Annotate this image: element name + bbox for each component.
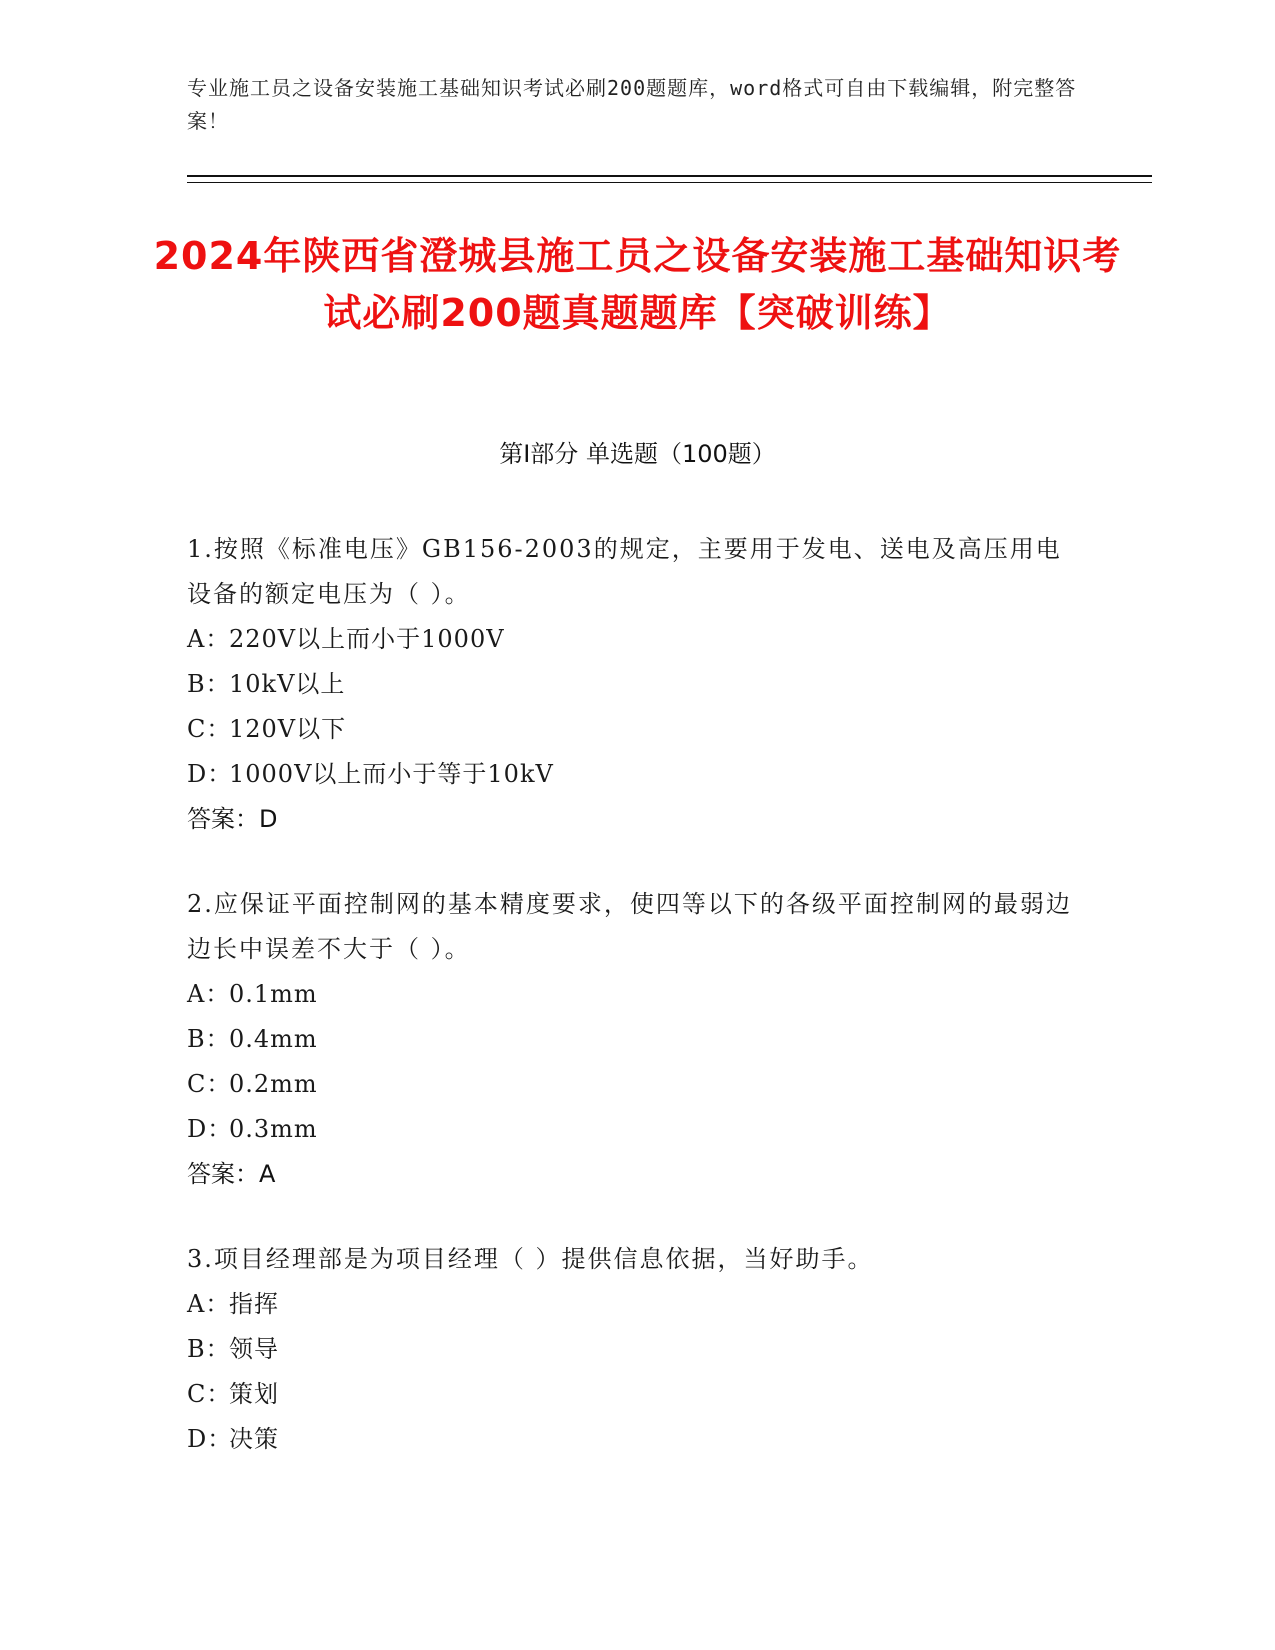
option-text: 1000V以上而小于等于10kV <box>229 760 554 788</box>
question-3 <box>187 1237 1087 1462</box>
option-text: 0.2mm <box>229 1070 318 1098</box>
option-text: 10kV以上 <box>229 670 346 698</box>
option-key: B： <box>187 1335 231 1363</box>
section-title: 第I部分 单选题（100题） <box>499 440 776 468</box>
header-note: 专业施工员之设备安装施工基础知识考试必刷200题题库，word格式可自由下载编辑，附完整答案！ <box>187 76 1077 133</box>
option-c <box>187 1062 1087 1107</box>
question-stem: 3.项目经理部是为项目经理（ ）提供信息依据，当好助手。 <box>187 1245 874 1273</box>
option-key: B： <box>187 1025 231 1053</box>
option-key: A： <box>187 980 231 1008</box>
answer: 答案：A <box>187 1160 276 1188</box>
option-text: 220V以上而小于1000V <box>229 625 505 653</box>
option-a <box>187 972 1087 1017</box>
option-c <box>187 1372 1087 1417</box>
option-key: B： <box>187 670 231 698</box>
option-b <box>187 662 1087 707</box>
option-key: C： <box>187 715 232 743</box>
question-stem: 1.按照《标准电压》GB156-2003的规定，主要用于发电、送电及高压用电设备的额定电压为（ ）。 <box>187 535 1062 608</box>
document-title: 2024年陕西省澄城县施工员之设备安装施工基础知识考试必刷200题真题题库【突破训练】 <box>153 234 1122 335</box>
option-text: 0.4mm <box>229 1025 318 1053</box>
option-d <box>187 1417 1087 1462</box>
header-rule-thick <box>187 175 1152 177</box>
option-d <box>187 1107 1087 1152</box>
option-b <box>187 1017 1087 1062</box>
option-text: 领导 <box>229 1335 279 1363</box>
option-b <box>187 1327 1087 1372</box>
option-key: A： <box>187 1290 231 1318</box>
option-a <box>187 617 1087 662</box>
option-c <box>187 707 1087 752</box>
question-2 <box>187 882 1087 1197</box>
option-key: D： <box>187 1425 233 1453</box>
option-d <box>187 752 1087 797</box>
question-1 <box>187 527 1087 842</box>
option-a <box>187 1282 1087 1327</box>
option-key: D： <box>187 760 233 788</box>
option-text: 0.1mm <box>229 980 318 1008</box>
option-key: C： <box>187 1070 232 1098</box>
option-text: 0.3mm <box>229 1115 318 1143</box>
option-text: 120V以下 <box>229 715 347 743</box>
answer: 答案：D <box>187 805 278 833</box>
option-text: 指挥 <box>229 1290 279 1318</box>
question-list <box>187 527 1087 1502</box>
option-key: C： <box>187 1380 232 1408</box>
question-stem: 2.应保证平面控制网的基本精度要求，使四等以下的各级平面控制网的最弱边边长中误差不大于（ ）。 <box>187 890 1072 963</box>
option-text: 策划 <box>229 1380 279 1408</box>
option-key: A： <box>187 625 231 653</box>
option-key: D： <box>187 1115 233 1143</box>
option-text: 决策 <box>229 1425 279 1453</box>
header-rule-thin <box>187 182 1152 183</box>
